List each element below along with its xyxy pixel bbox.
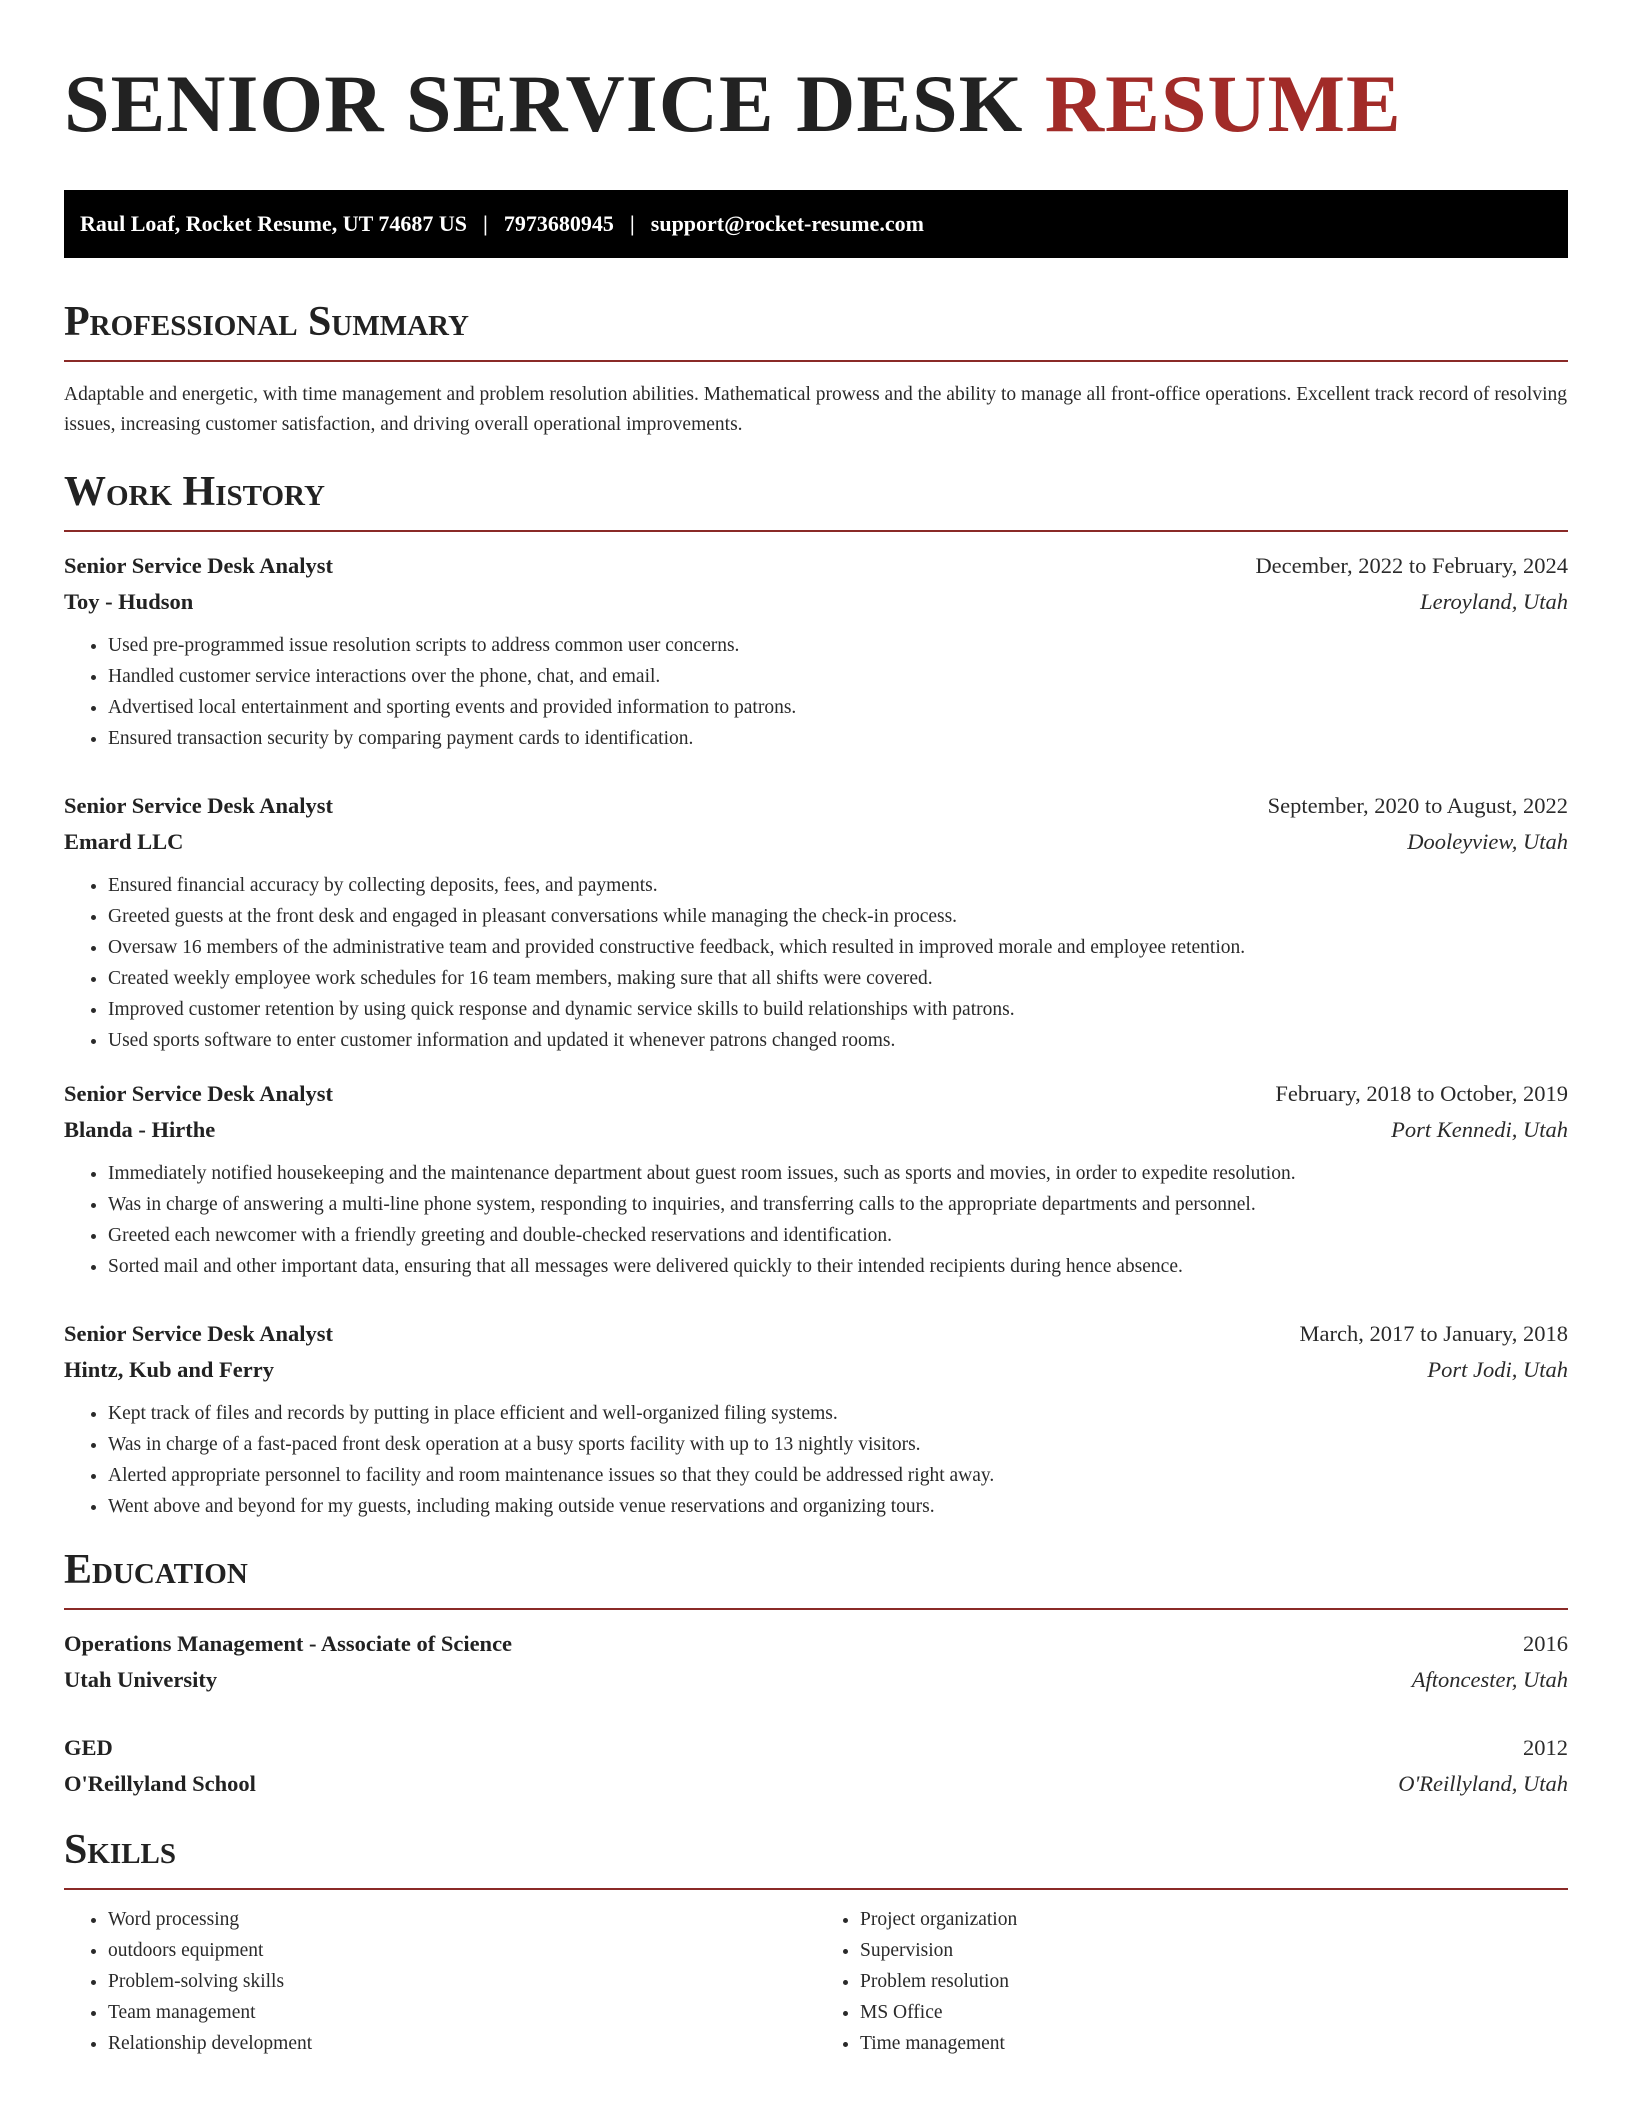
contact-bar <box>64 190 1568 258</box>
job-location: Port Kennedi, Utah <box>1391 1117 1568 1142</box>
job-company: Blanda - Hirthe <box>64 1117 216 1142</box>
education-location: Aftoncester, Utah <box>1411 1667 1568 1692</box>
skills-list-right <box>816 1904 1568 2059</box>
job-company: Emard LLC <box>64 829 184 854</box>
job-entry <box>64 548 1568 754</box>
education-subheader <box>64 1662 1568 1698</box>
contact-separator: | <box>483 211 488 236</box>
job-entry <box>64 788 1568 1056</box>
job-dates: September, 2020 to August, 2022 <box>1267 793 1568 818</box>
list-item: • Improved customer retention by using quick response and dynamic service skills to build relationships with patrons. <box>108 994 1568 1025</box>
job-location: Dooleyview, Utah <box>1407 829 1568 854</box>
job-bullets <box>64 1398 1568 1522</box>
skills-list-left <box>64 1904 816 2059</box>
job-title: Senior Service Desk Analyst <box>64 1321 333 1346</box>
job-location: Port Jodi, Utah <box>1427 1357 1568 1382</box>
list-item: • Ensured financial accuracy by collecting deposits, fees, and payments. <box>108 870 1568 901</box>
job-entry <box>64 1316 1568 1522</box>
list-item: • Ensured transaction security by comparing payment cards to identification. <box>108 723 1568 754</box>
job-title: Senior Service Desk Analyst <box>64 793 333 818</box>
list-item: • Oversaw 16 members of the administrative team and provided constructive feedback, which resulted in improved morale and employee retention. <box>108 932 1568 963</box>
summary-heading: Professional Summary <box>64 299 469 345</box>
job-company: Hintz, Kub and Ferry <box>64 1357 275 1382</box>
education-school: Utah University <box>64 1667 218 1692</box>
education-degree: Operations Management - Associate of Science <box>64 1631 513 1656</box>
education-heading: Education <box>64 1547 248 1593</box>
education-year: 2016 <box>1523 1631 1568 1656</box>
list-item: • Used pre-programmed issue resolution scripts to address common user concerns. <box>108 630 1568 661</box>
list-item: • Team management <box>108 1997 816 2028</box>
list-item: • Was in charge of a fast-paced front desk operation at a busy sports facility with up to 13 nightly visitors. <box>108 1429 1568 1460</box>
list-item: • Time management <box>860 2028 1568 2059</box>
job-bullets <box>64 870 1568 1056</box>
section-divider <box>64 1608 1568 1610</box>
job-subheader <box>64 584 1568 620</box>
list-item: • MS Office <box>860 1997 1568 2028</box>
contact-address: Raul Loaf, Rocket Resume, UT 74687 US <box>80 211 468 236</box>
list-item: • Kept track of files and records by putting in place efficient and well-organized filing systems. <box>108 1398 1568 1429</box>
job-header <box>64 1316 1568 1352</box>
job-entry <box>64 1076 1568 1282</box>
work-section <box>64 466 1568 1522</box>
contact-email: support@rocket-resume.com <box>650 211 924 236</box>
work-heading: Work History <box>64 469 325 515</box>
education-school: O'Reillyland School <box>64 1771 256 1796</box>
list-item: • Alerted appropriate personnel to facility and room maintenance issues so that they could be addressed right away. <box>108 1460 1568 1491</box>
list-item: • Handled customer service interactions over the phone, chat, and email. <box>108 661 1568 692</box>
list-item: • Greeted each newcomer with a friendly greeting and double-checked reservations and identification. <box>108 1220 1568 1251</box>
list-item: • Greeted guests at the front desk and engaged in pleasant conversations while managing the check-in process. <box>108 901 1568 932</box>
list-item: • Problem-solving skills <box>108 1966 816 1997</box>
list-item: • Sorted mail and other important data, ensuring that all messages were delivered quickly to their intended recipients during hence absence. <box>108 1251 1568 1282</box>
job-header <box>64 788 1568 824</box>
list-item: • Created weekly employee work schedules for 16 team members, making sure that all shifts were covered. <box>108 963 1568 994</box>
education-section <box>64 1544 1568 1802</box>
summary-section <box>64 296 1568 440</box>
education-entry <box>64 1626 1568 1698</box>
summary-text: Adaptable and energetic, with time management and problem resolution abilities. Mathematical prowess and the ability to manage all front-office operations. Excellent track record of resolving issues, increasing customer satisfaction, and driving overall operational improvements. <box>64 384 1567 435</box>
contact-phone: 7973680945 <box>503 211 614 236</box>
list-item: • Advertised local entertainment and sporting events and provided information to patrons. <box>108 692 1568 723</box>
job-header <box>64 548 1568 584</box>
section-divider <box>64 530 1568 532</box>
title-main: SENIOR SERVICE DESK <box>64 58 1024 149</box>
education-header <box>64 1626 1568 1662</box>
job-subheader <box>64 824 1568 860</box>
list-item: • Supervision <box>860 1935 1568 1966</box>
skills-columns <box>64 1904 1568 2059</box>
contact-separator: | <box>629 211 635 236</box>
list-item: • Was in charge of answering a multi-line phone system, responding to inquiries, and transferring calls to the appropriate departments and personnel. <box>108 1189 1568 1220</box>
title-accent: RESUME <box>1044 58 1402 149</box>
skills-section <box>64 1824 1568 2059</box>
document-title <box>64 56 1568 152</box>
job-dates: December, 2022 to February, 2024 <box>1255 553 1568 578</box>
list-item: • Used sports software to enter customer information and updated it whenever patrons changed rooms. <box>108 1025 1568 1056</box>
education-subheader <box>64 1766 1568 1802</box>
list-item: • Problem resolution <box>860 1966 1568 1997</box>
job-subheader <box>64 1112 1568 1148</box>
education-degree: GED <box>64 1735 113 1760</box>
job-subheader <box>64 1352 1568 1388</box>
education-year: 2012 <box>1523 1735 1568 1760</box>
list-item: • Project organization <box>860 1904 1568 1935</box>
job-title: Senior Service Desk Analyst <box>64 553 333 578</box>
job-company: Toy - Hudson <box>64 589 194 614</box>
list-item: • outdoors equipment <box>108 1935 816 1966</box>
skills-heading: Skills <box>64 1827 177 1873</box>
job-title: Senior Service Desk Analyst <box>64 1081 333 1106</box>
list-item: • Relationship development <box>108 2028 816 2059</box>
job-dates: March, 2017 to January, 2018 <box>1299 1321 1568 1346</box>
job-dates: February, 2018 to October, 2019 <box>1275 1081 1568 1106</box>
education-header <box>64 1730 1568 1766</box>
job-location: Leroyland, Utah <box>1420 589 1568 614</box>
education-location: O'Reillyland, Utah <box>1398 1771 1568 1796</box>
list-item: • Word processing <box>108 1904 816 1935</box>
section-divider <box>64 1888 1568 1890</box>
job-bullets <box>64 1158 1568 1282</box>
job-bullets <box>64 630 1568 754</box>
section-divider <box>64 360 1568 362</box>
job-header <box>64 1076 1568 1112</box>
list-item: • Immediately notified housekeeping and the maintenance department about guest room issues, such as sports and movies, in order to expedite resolution. <box>108 1158 1568 1189</box>
education-entry <box>64 1730 1568 1802</box>
list-item: • Went above and beyond for my guests, including making outside venue reservations and organizing tours. <box>108 1491 1568 1522</box>
